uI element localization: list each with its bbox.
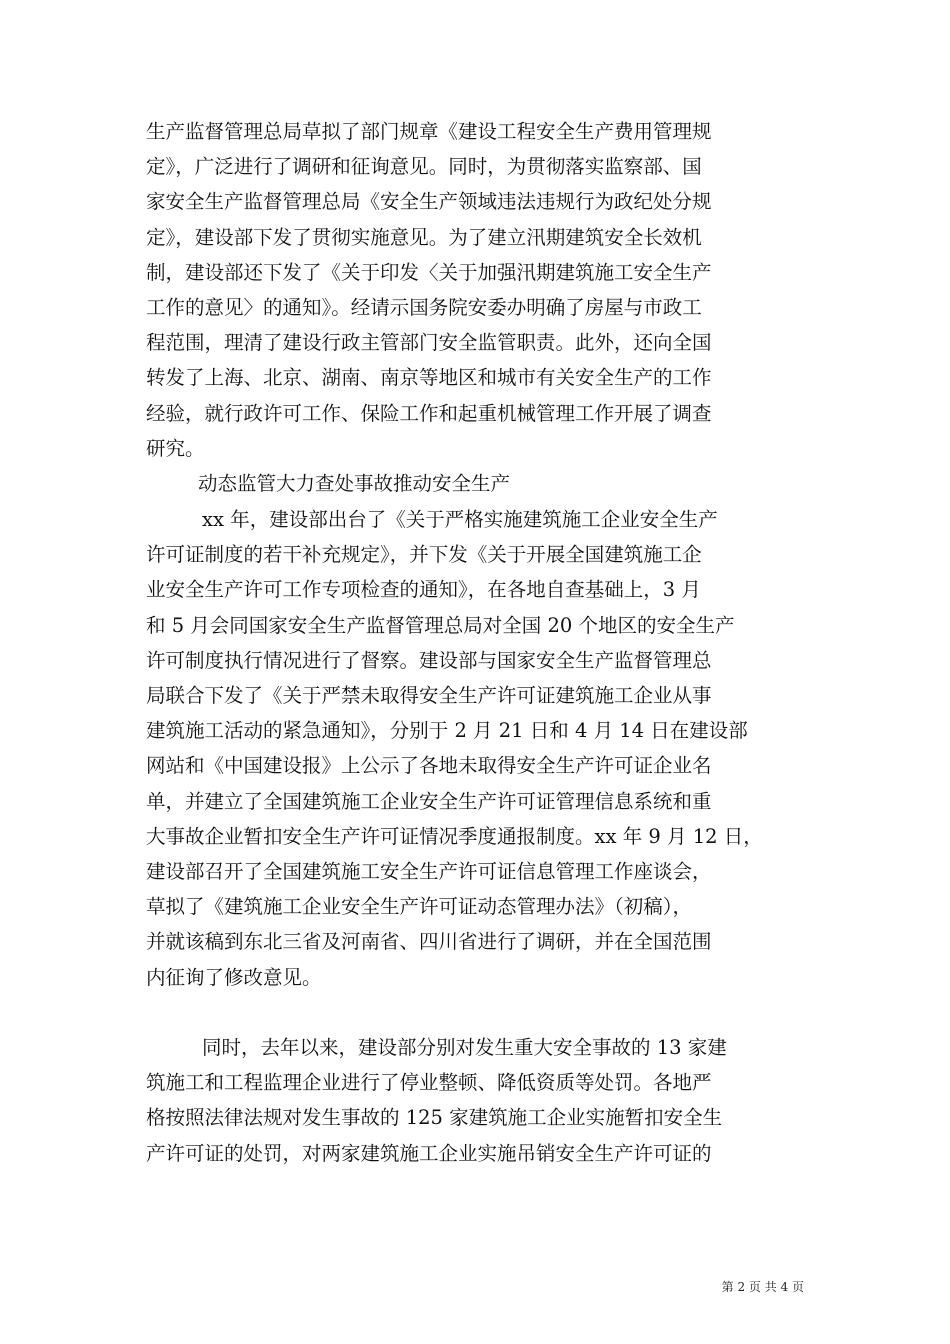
text-line: 网站和《中国建设报》上公示了各地未取得安全生产许可证企业名 [146, 754, 712, 778]
text-line: 研究。 [146, 436, 205, 460]
heading-text: 动态监管大力查处事故推动安全生产 [198, 472, 511, 495]
text-line: 单，并建立了全国建筑施工企业安全生产许可证管理信息系统和重 [146, 789, 712, 813]
text-line: 内征询了修改意见。 [146, 965, 322, 989]
paragraph-2 [146, 502, 806, 995]
text-line: 许可制度执行情况进行了督察。建设部与国家安全生产监督管理总 [146, 648, 712, 672]
page-number-footer: 第 2 页 共 4 页 [721, 1280, 804, 1294]
text-line: 草拟了《建筑施工企业安全生产许可证动态管理办法》（初稿）， [146, 895, 693, 919]
text-line: 定》，广泛进行了调研和征询意见。同时，为贯彻落实监察部、国 [146, 155, 702, 179]
text-line: 建筑施工活动的紧急通知》，分别于 2 月 21 日和 4 月 14 日在建设部 [146, 719, 748, 743]
text-line: 转发了上海、北京、湖南、南京等地区和城市有关安全生产的工作 [146, 366, 712, 390]
text-line: 和 5 月会同国家安全生产监督管理总局对全国 20 个地区的安全生产 [146, 613, 735, 637]
text-line: 程范围，理清了建设行政主管部门安全监管职责。此外，还向全国 [146, 331, 712, 355]
text-line: 业安全生产许可工作专项检查的通知》，在各地自查基础上，3 月 [146, 578, 701, 602]
text-line: 同时，去年以来，建设部分别对发生重大安全事故的 13 家建 [202, 1036, 727, 1059]
paragraph-1 [146, 114, 806, 466]
text-line: 大事故企业暂扣安全生产许可证情况季度通报制度。xx 年 9 月 12 日， [146, 824, 763, 848]
text-line: 产许可证的处罚，对两家建筑施工企业实施吊销安全生产许可证的 [146, 1141, 712, 1165]
text-line: 筑施工和工程监理企业进行了停业整顿、降低资质等处罚。各地严 [146, 1071, 712, 1095]
text-line: 定》，建设部下发了贯彻实施意见。为了建立汛期建筑安全长效机 [146, 225, 702, 249]
text-line: 建设部召开了全国建筑施工安全生产许可证信息管理工作座谈会， [146, 860, 712, 884]
text-line: 经验，就行政许可工作、保险工作和起重机械管理工作开展了调查 [146, 401, 712, 425]
text-line: 格按照法律法规对发生事故的 125 家建筑施工企业实施暂扣安全生 [146, 1106, 723, 1130]
paragraph-3 [146, 1030, 806, 1171]
text-line: 生产监督管理总局草拟了部门规章《建设工程安全生产费用管理规 [146, 120, 712, 143]
text-line: 并就该稿到东北三省及河南省、四川省进行了调研，并在全国范围 [146, 930, 712, 954]
text-line: 家安全生产监督管理总局《安全生产领域违法违规行为政纪处分规 [146, 190, 712, 214]
text-line: 工作的意见〉的通知》。经请示国务院安委办明确了房屋与市政工 [146, 296, 702, 320]
text-line: xx 年，建设部出台了《关于严格实施建筑施工企业安全生产 [202, 508, 718, 531]
text-line: 许可证制度的若干补充规定》，并下发《关于开展全国建筑施工企 [146, 543, 702, 567]
text-line: 制，建设部还下发了《关于印发〈关于加强汛期建筑施工安全生产 [146, 260, 712, 284]
section-heading [198, 466, 858, 501]
text-line: 局联合下发了《关于严禁未取得安全生产许可证建筑施工企业从事 [146, 684, 712, 708]
